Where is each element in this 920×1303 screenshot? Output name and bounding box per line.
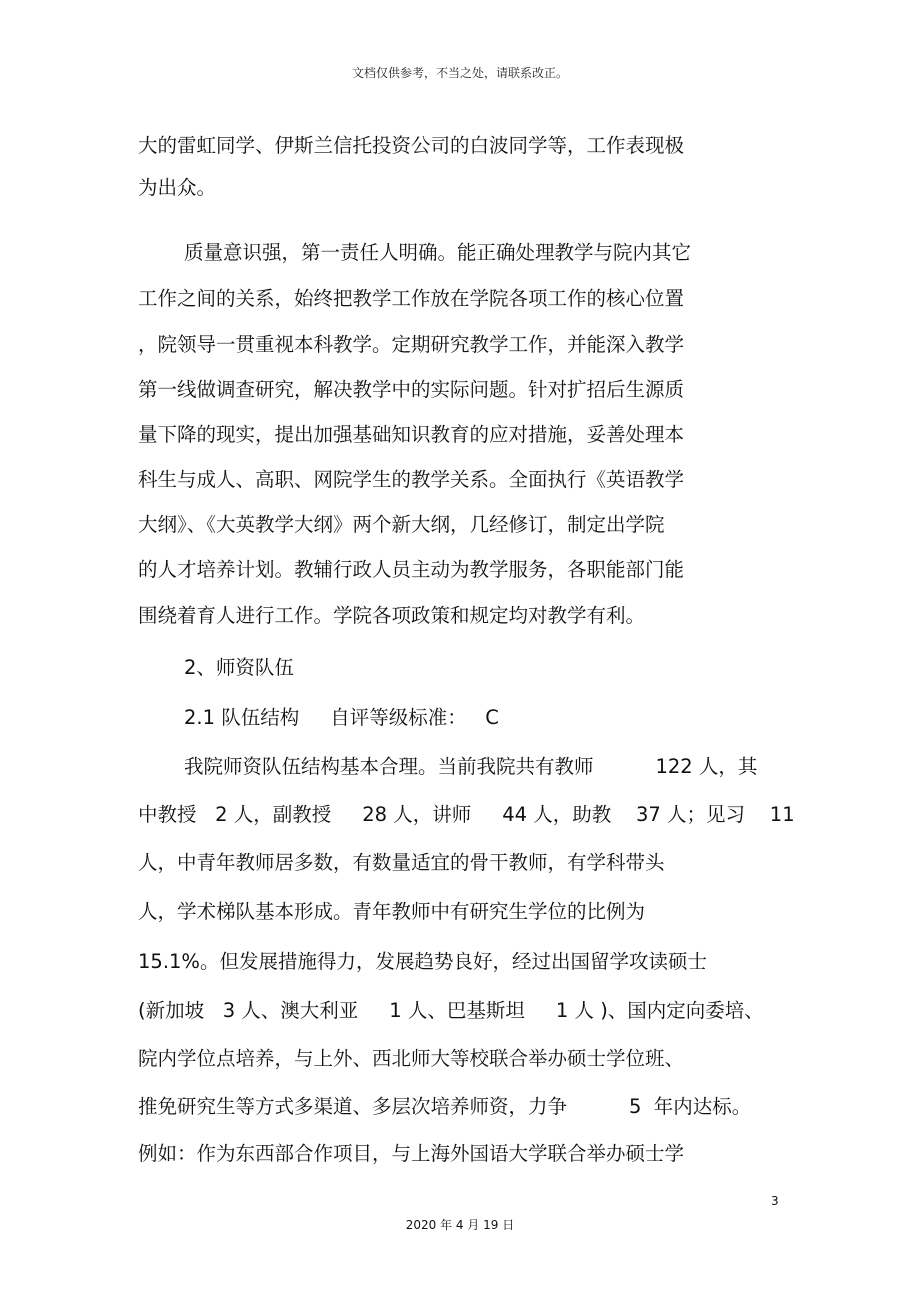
body-line-9: 大纲》、《大英教学大纲》两个新大纲，几经修订，制定出学院: [138, 513, 665, 536]
body-line-8: 科生与成人、高职、网院学生的教学关系。全面执行《英语教学: [138, 468, 685, 491]
body-line-11: 围绕着育人进行工作。学院各项政策和规定均对教学有利。: [138, 604, 646, 627]
body-line-21: 推免研究生等方式多渠道、多层次培养师资，力争 5 年内达标。: [138, 1095, 752, 1118]
body-line-19: (新加坡 3 人、澳大利亚 1 人、巴基斯坦 1 人 )、国内定向委培、: [138, 999, 764, 1022]
body-line-17: 人，学术梯队基本形成。青年教师中有研究生学位的比例为: [138, 900, 646, 923]
body-line-7: 量下降的现实，提出加强基础知识教育的应对措施，妥善处理本: [138, 423, 685, 446]
body-line-6: 第一线做调查研究，解决教学中的实际问题。针对扩招后生源质: [138, 378, 685, 401]
body-line-1: 大的雷虹同学、伊斯兰信托投资公司的白波同学等，工作表现极: [138, 134, 685, 157]
body-line-2: 为出众。: [138, 176, 217, 199]
subsection-heading: 2.1 队伍结构 自评等级标准： C: [184, 706, 499, 729]
body-line-20: 院内学位点培养，与上外、西北师大等校联合举办硕士学位班、: [138, 1047, 685, 1070]
section-heading: 2、师资队伍: [184, 656, 294, 679]
page-number: 3: [771, 1194, 779, 1208]
body-line-5: ，院领导一贯重视本科教学。定期研究教学工作，并能深入教学: [138, 333, 685, 356]
body-line-10: 的人才培养计划。教辅行政人员主动为教学服务，各职能部门能: [138, 558, 685, 581]
body-line-4: 工作之间的关系，始终把教学工作放在学院各项工作的核心位置: [138, 287, 685, 310]
body-line-14: 我院师资队伍结构基本合理。当前我院共有教师 122 人，其: [184, 755, 758, 778]
body-line-15: 中教授 2 人，副教授 28 人，讲师 44 人，助教 37 人；见习 11: [138, 803, 795, 826]
body-line-16: 人，中青年教师居多数，有数量适宜的骨干教师，有学科带头: [138, 851, 665, 874]
page-header-note: 文档仅供参考，不当之处，请联系改正。: [351, 66, 568, 80]
body-line-3: 质量意识强，第一责任人明确。能正确处理教学与院内其它: [184, 241, 692, 264]
body-line-18: 15.1%。但发展措施得力，发展趋势良好，经过出国留学攻读硕士: [138, 950, 707, 973]
body-line-22: 例如：作为东西部合作项目，与上海外国语大学联合举办硕士学: [138, 1142, 685, 1165]
footer-date: 2020 年 4 月 19 日: [405, 1218, 515, 1232]
